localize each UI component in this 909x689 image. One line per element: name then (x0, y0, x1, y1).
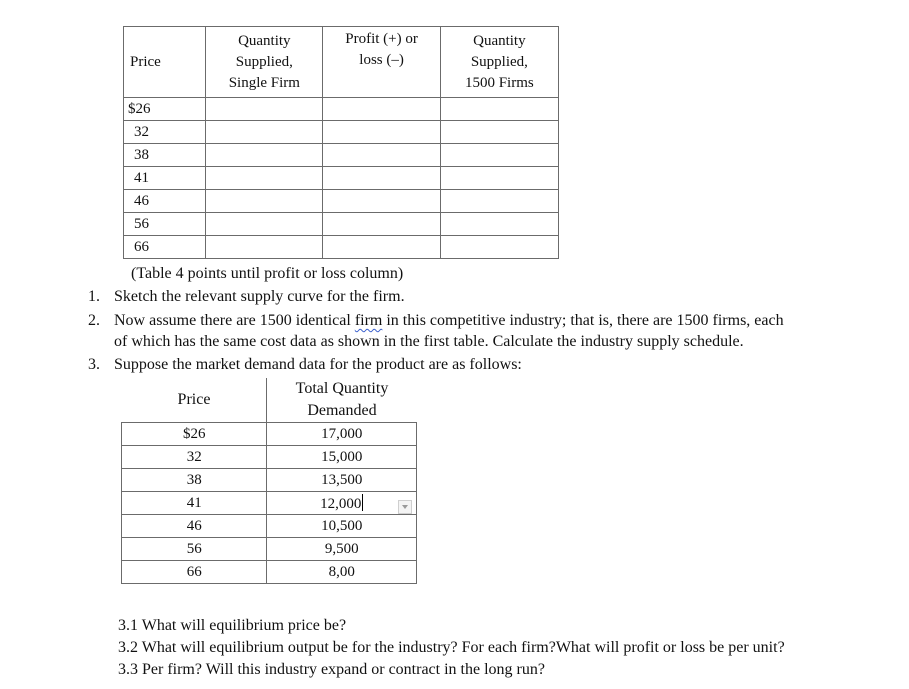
profit-loss-cell[interactable] (323, 190, 440, 213)
qty-single-firm-cell[interactable] (206, 98, 323, 121)
demand-qty-cell (267, 446, 417, 469)
supply-table-row (124, 167, 559, 190)
price-cell: 66 (124, 236, 206, 259)
demand-table-row (122, 538, 417, 561)
header-qty-1500-firms: Quantity Supplied, 1500 Firms (440, 27, 558, 98)
profit-loss-cell[interactable] (323, 98, 440, 121)
price-cell: $26 (124, 98, 206, 121)
demand-qty-value: 15,000 (321, 448, 363, 465)
supply-table-row (124, 236, 559, 259)
supply-table-row (124, 121, 559, 144)
qty-single-firm-cell[interactable] (206, 121, 323, 144)
qty-single-firm-cell[interactable] (206, 167, 323, 190)
demand-table-row (122, 561, 417, 584)
demand-price-cell: 46 (122, 515, 267, 538)
price-cell: 46 (124, 190, 206, 213)
supply-table-row (124, 98, 559, 121)
demand-qty-value: 9,500 (324, 540, 359, 557)
q2-number: 2. (88, 312, 100, 329)
demand-qty-value: 8,00 (328, 563, 355, 580)
price-cell: 41 (124, 167, 206, 190)
text-cursor (362, 494, 363, 511)
profit-loss-cell[interactable] (323, 213, 440, 236)
price-cell: 56 (124, 213, 206, 236)
qty-1500-firms-cell[interactable] (440, 167, 558, 190)
header-price: Price (124, 27, 206, 98)
supply-table-row (124, 190, 559, 213)
header-profit-loss: Profit (+) or loss (–) (323, 27, 440, 98)
question-1: Sketch the relevant supply curve for the firm. (114, 288, 405, 305)
demand-price-cell: 41 (122, 492, 267, 515)
profit-loss-cell[interactable] (323, 167, 440, 190)
demand-qty-cell (267, 469, 417, 492)
qty-single-firm-cell[interactable] (206, 236, 323, 259)
q1-number: 1. (88, 288, 100, 305)
qty-1500-firms-cell[interactable] (440, 98, 558, 121)
demand-qty-cell (267, 423, 417, 446)
sub-question-3-3: 3.3 Per firm? Will this industry expand or contract in the long run? (118, 661, 545, 678)
demand-qty-cell (267, 561, 417, 584)
q2-text-a: Now assume there are 1500 identical (114, 312, 355, 329)
demand-qty-cell (267, 492, 417, 515)
profit-loss-cell[interactable] (323, 121, 440, 144)
qty-1500-firms-cell[interactable] (440, 213, 558, 236)
demand-qty-value: 12,000 (320, 495, 362, 512)
demand-table (121, 378, 417, 584)
question-2-line-1 (114, 312, 784, 330)
demand-table-row (122, 492, 417, 515)
demand-price-cell: 38 (122, 469, 267, 492)
qty-1500-firms-cell[interactable] (440, 144, 558, 167)
qty-1500-firms-cell[interactable] (440, 236, 558, 259)
demand-table-row (122, 423, 417, 446)
q2-text-b: in this competitive industry; that is, there are 1500 firms, each (382, 312, 784, 329)
qty-single-firm-cell[interactable] (206, 213, 323, 236)
price-cell: 32 (124, 121, 206, 144)
demand-qty-value: 13,500 (321, 471, 363, 488)
supply-table-row (124, 144, 559, 167)
header-demand-price: Price (122, 378, 267, 423)
demand-price-cell: 32 (122, 446, 267, 469)
demand-price-cell: $26 (122, 423, 267, 446)
question-3: Suppose the market demand data for the product are as follows: (114, 356, 522, 373)
sub-question-3-2: 3.2 What will equilibrium output be for the industry? For each firm?What will profit or loss be per unit? (118, 639, 785, 656)
profit-loss-cell[interactable] (323, 144, 440, 167)
spellcheck-word[interactable]: firm (354, 312, 383, 329)
qty-1500-firms-cell[interactable] (440, 121, 558, 144)
demand-qty-cell (267, 515, 417, 538)
supply-table (123, 26, 559, 259)
sub-question-3-1: 3.1 What will equilibrium price be? (118, 617, 347, 634)
demand-price-cell: 66 (122, 561, 267, 584)
question-2-line-2: of which has the same cost data as shown in the first table. Calculate the industry supply schedule. (114, 333, 744, 350)
profit-loss-cell[interactable] (323, 236, 440, 259)
qty-single-firm-cell[interactable] (206, 190, 323, 213)
qty-1500-firms-cell[interactable] (440, 190, 558, 213)
q3-number: 3. (88, 356, 100, 373)
supply-table-header-row (124, 27, 559, 98)
dropdown-arrow-icon[interactable] (398, 500, 412, 514)
table-note: (Table 4 points until profit or loss column) (131, 265, 404, 282)
demand-table-row (122, 469, 417, 492)
demand-price-cell: 56 (122, 538, 267, 561)
header-qty-single-firm: Quantity Supplied, Single Firm (206, 27, 323, 98)
demand-table-row (122, 515, 417, 538)
demand-qty-value: 10,500 (321, 517, 363, 534)
qty-single-firm-cell[interactable] (206, 144, 323, 167)
price-cell: 38 (124, 144, 206, 167)
demand-table-header-row (122, 378, 417, 423)
header-total-qty-demanded: Total Quantity Demanded (295, 380, 389, 419)
demand-qty-cell (267, 538, 417, 561)
supply-table-row (124, 213, 559, 236)
demand-qty-value: 17,000 (321, 425, 363, 442)
demand-table-row (122, 446, 417, 469)
